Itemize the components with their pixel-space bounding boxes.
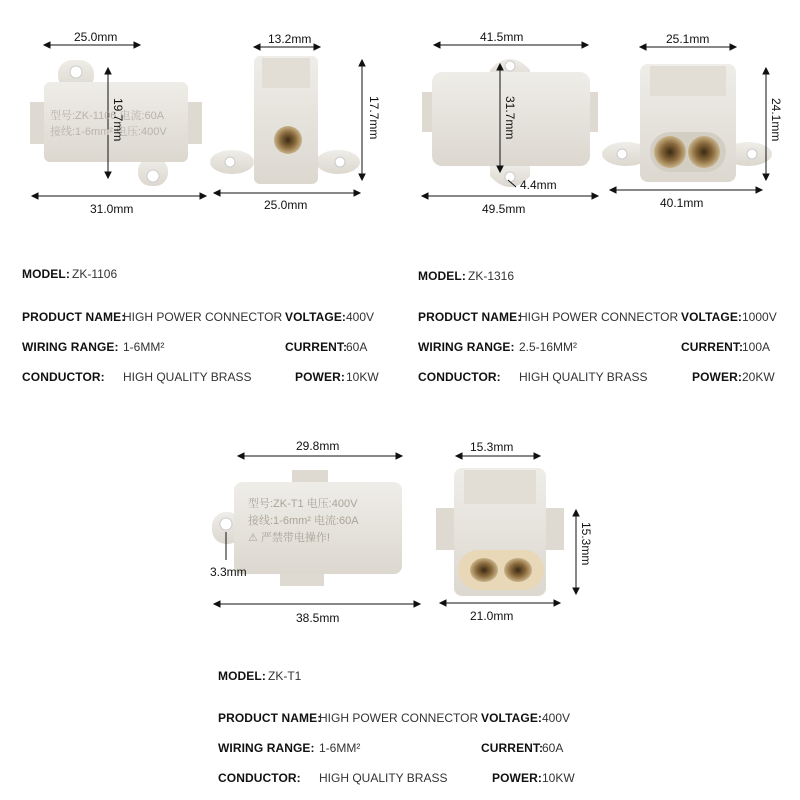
current-label: CURRENT: xyxy=(285,340,348,354)
zk-1316-front-base-label: 49.5mm xyxy=(482,202,526,216)
zk-t1-side-base-label: 21.0mm xyxy=(470,609,514,623)
voltage-value: 400V xyxy=(346,310,375,324)
conductor-value: HIGH QUALITY BRASS xyxy=(123,370,252,384)
zk-1316-side-body xyxy=(602,64,772,182)
zk-1316-side-width-label: 25.1mm xyxy=(666,32,710,46)
voltage-value: 400V xyxy=(542,711,571,725)
product-name-value: HIGH POWER CONNECTOR xyxy=(123,310,283,324)
zk-t1-side-height-label: 15.3mm xyxy=(579,522,593,566)
power-value: 10KW xyxy=(346,370,379,384)
zk-1316-front-height-label: 31.7mm xyxy=(503,96,517,140)
product-name-label: PRODUCT NAME: xyxy=(418,310,522,324)
product-name-label: PRODUCT NAME: xyxy=(218,711,322,725)
zk-1316-front-width-label: 41.5mm xyxy=(480,30,524,44)
wiring-range-label: WIRING RANGE: xyxy=(22,340,119,354)
current-value: 60A xyxy=(346,340,368,354)
conductor-label: CONDUCTOR: xyxy=(218,771,301,785)
model-value: ZK-1106 xyxy=(72,267,118,281)
zk-t1-front-base-label: 38.5mm xyxy=(296,611,340,625)
current-value: 100A xyxy=(742,340,771,354)
zk-t1-side-width-label: 15.3mm xyxy=(470,440,514,454)
zk-t1-body-imprint: 型号:ZK-T1 电压:400V 接线:1-6mm² 电流:60A ⚠ 严禁带电操作! xyxy=(248,498,359,544)
zk-1106-front-width-label: 25.0mm xyxy=(74,30,118,44)
current-label: CURRENT: xyxy=(681,340,744,354)
zk-1106-side-height-label: 17.7mm xyxy=(367,96,381,140)
zk-1106-side-body xyxy=(210,56,360,184)
zk-t1-front-width-label: 29.8mm xyxy=(296,439,340,453)
model-label: MODEL: xyxy=(418,269,466,283)
power-value: 20KW xyxy=(742,370,775,384)
wiring-range-label: WIRING RANGE: xyxy=(418,340,515,354)
model-value: ZK-T1 xyxy=(268,669,302,683)
product-name-label: PRODUCT NAME: xyxy=(22,310,126,324)
power-value: 10KW xyxy=(542,771,575,785)
model-value: ZK-1316 xyxy=(468,269,515,283)
zk-t1-front-hole-label: 3.3mm xyxy=(210,565,247,579)
wiring-range-value: 1-6MM² xyxy=(123,340,165,354)
conductor-value: HIGH QUALITY BRASS xyxy=(319,771,448,785)
product-name-value: HIGH POWER CONNECTOR xyxy=(319,711,479,725)
zk-t1-side-body xyxy=(436,468,564,596)
model-label: MODEL: xyxy=(22,267,70,281)
zk-1106-front-height-label: 19.7mm xyxy=(111,98,125,142)
power-label: POWER: xyxy=(492,771,542,785)
zk-1106-body-imprint: 型号:ZK-1106 电流:60A 接线:1-6mm² 电压:400V xyxy=(50,110,167,138)
wiring-range-value: 1-6MM² xyxy=(319,741,361,755)
wiring-range-label: WIRING RANGE: xyxy=(218,741,315,755)
zk-1316-side-base-label: 40.1mm xyxy=(660,196,704,210)
zk-1106-side-base-label: 25.0mm xyxy=(264,198,308,212)
voltage-label: VOLTAGE: xyxy=(481,711,543,725)
power-label: POWER: xyxy=(692,370,742,384)
conductor-value: HIGH QUALITY BRASS xyxy=(519,370,648,384)
zk-1316-side-height-label: 24.1mm xyxy=(769,98,783,142)
conductor-label: CONDUCTOR: xyxy=(22,370,105,384)
zk-1316-front-hole-label: 4.4mm xyxy=(520,178,557,192)
voltage-label: VOLTAGE: xyxy=(285,310,347,324)
current-label: CURRENT: xyxy=(481,741,544,755)
model-label: MODEL: xyxy=(218,669,266,683)
power-label: POWER: xyxy=(295,370,345,384)
voltage-label: VOLTAGE: xyxy=(681,310,743,324)
voltage-value: 1000V xyxy=(742,310,777,324)
conductor-label: CONDUCTOR: xyxy=(418,370,501,384)
product-name-value: HIGH POWER CONNECTOR xyxy=(519,310,679,324)
zk-1106-front-base-label: 31.0mm xyxy=(90,202,134,216)
zk-1106-side-width-label: 13.2mm xyxy=(268,32,312,46)
current-value: 60A xyxy=(542,741,564,755)
wiring-range-value: 2.5-16MM² xyxy=(519,340,578,354)
